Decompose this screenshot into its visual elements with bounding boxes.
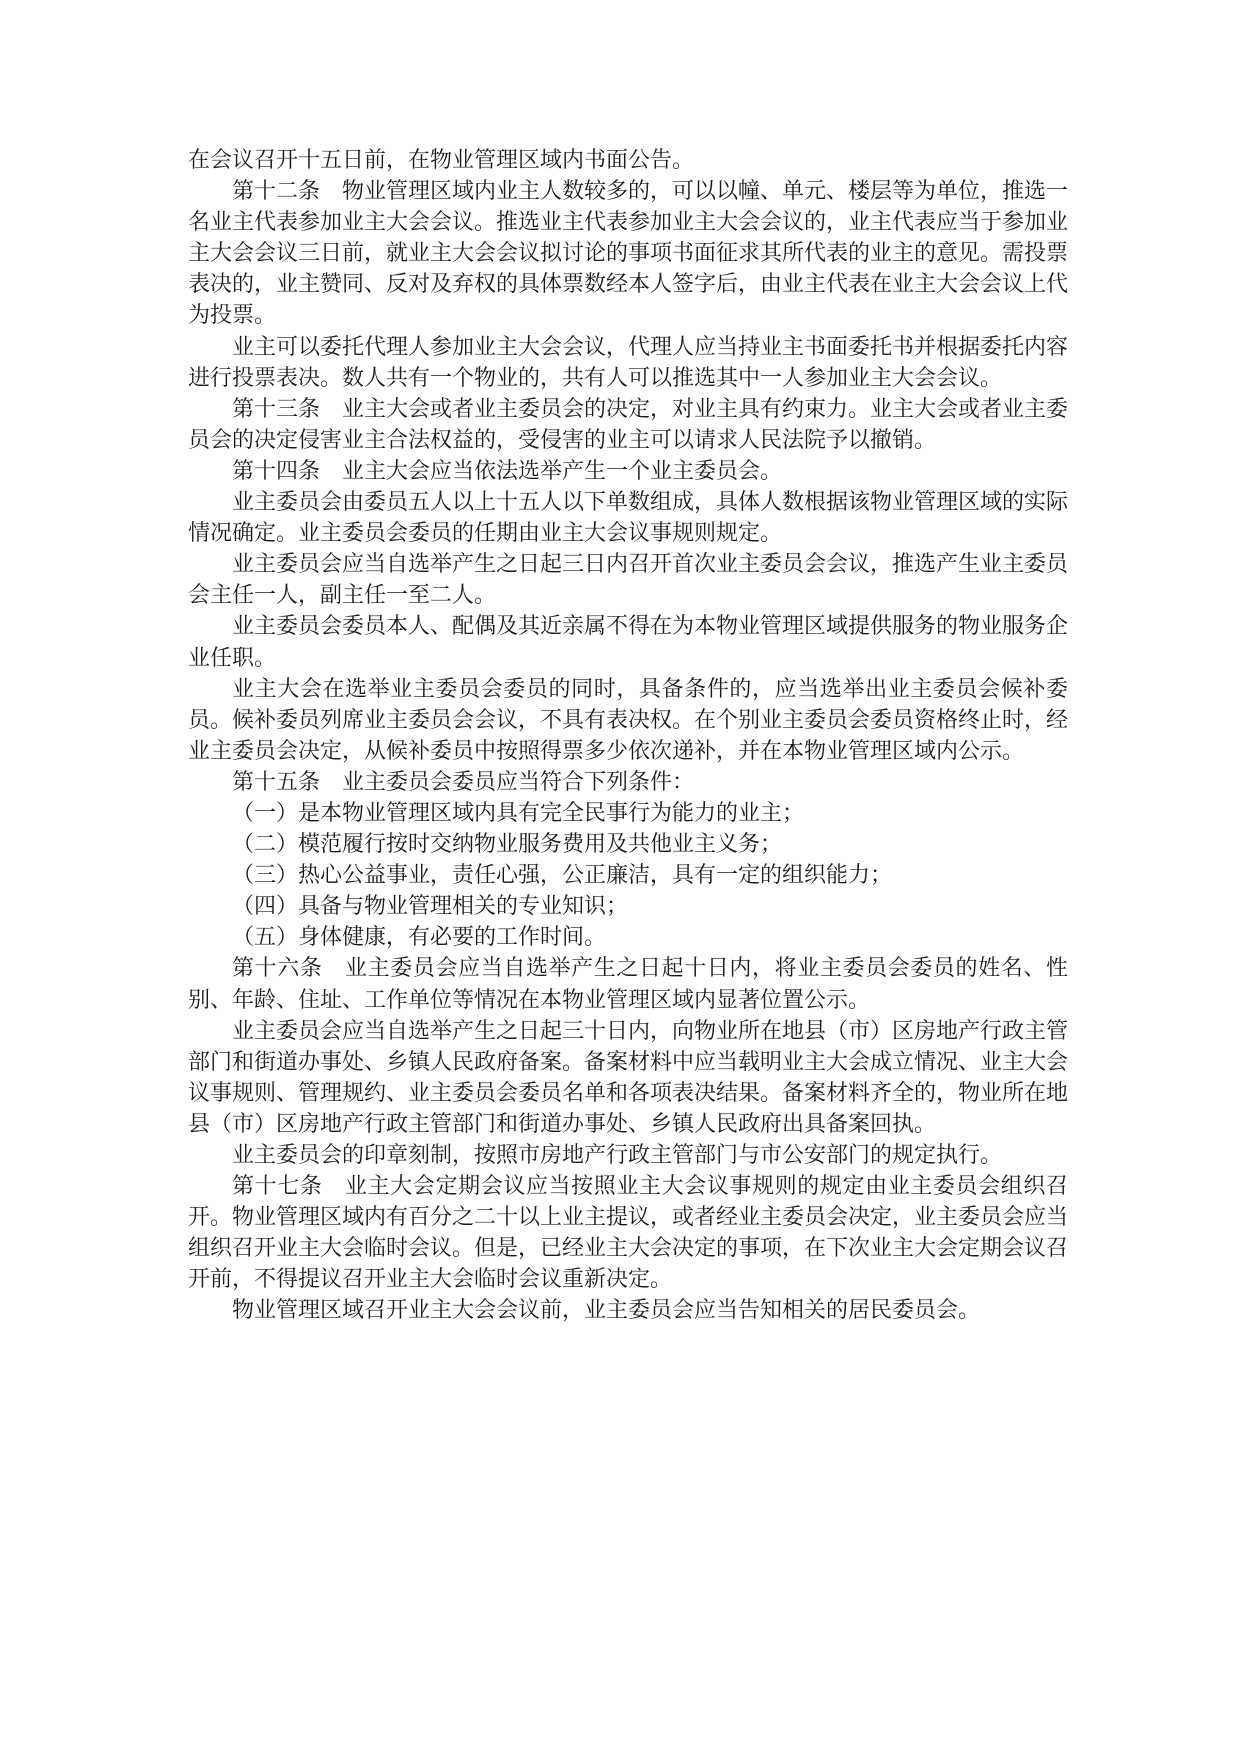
- list-item: （一）是本物业管理区域内具有完全民事行为能力的业主；: [232, 800, 805, 826]
- article-12-paragraph: 第十二条 物业管理区域内业主人数较多的，可以以幢、单元、楼层等为单位，推选一名业主代表参加业主大会会议。推选业主代表参加业主大会会议的，业主代表应当于参加业主大会会议三日前，就业主大会会议拟讨论的事项书面征求其所代表的业主的意见。需投票表决的，业主赞同、反对及弃权的具体票数经本人签字后，由业主代表在业主大会会议上代为投票。: [188, 179, 1069, 329]
- article-13-paragraph: 第十三条 业主大会或者业主委员会的决定，对业主具有约束力。业主大会或者业主委员会的决定侵害业主合法权益的，受侵害的业主可以请求人民法院予以撤销。: [188, 396, 1069, 453]
- list-item: （五）身体健康，有必要的工作时间。: [232, 925, 607, 951]
- document-body: [188, 145, 1068, 1327]
- paragraph: 业主委员会的印章刻制，按照市房地产行政主管部门与市公安部门的规定执行。: [232, 1143, 1003, 1168]
- paragraph: 物业管理区域召开业主大会会议前，业主委员会应当告知相关的居民委员会。: [232, 1298, 981, 1324]
- list-item: （三）热心公益事业，责任心强，公正廉洁，具有一定的组织能力；: [232, 863, 893, 889]
- paragraph: 业主委员会委员本人、配偶及其近亲属不得在为本物业管理区域提供服务的物业服务企业任职。: [188, 614, 1069, 671]
- paragraph: 业主委员会由委员五人以上十五人以下单数组成，具体人数根据该物业管理区域的实际情况确定。业主委员会委员的任期由业主大会议事规则规定。: [188, 490, 1069, 547]
- list-item: （四）具备与物业管理相关的专业知识；: [232, 894, 629, 920]
- paragraph: 业主大会在选举业主委员会委员的同时，具备条件的，应当选举出业主委员会候补委员。候补委员列席业主委员会会议，不具有表决权。在个别业主委员会委员资格终止时，经业主委员会决定，从候补委员中按照得票多少依次递补，并在本物业管理区域内公示。: [188, 676, 1069, 764]
- article-15-paragraph: 第十五条 业主委员会委员应当符合下列条件：: [232, 769, 695, 795]
- paragraph: 业主可以委托代理人参加业主大会会议，代理人应当持业主书面委托书并根据委托内容进行投票表决。数人共有一个物业的，共有人可以推选其中一人参加业主大会会议。: [188, 334, 1069, 391]
- paragraph: 业主委员会应当自选举产生之日起三日内召开首次业主委员会会议，推选产生业主委员会主任一人，副主任一至二人。: [188, 552, 1069, 609]
- paragraph: 在会议召开十五日前，在物业管理区域内书面公告。: [188, 148, 695, 173]
- article-16-paragraph: 第十六条 业主委员会应当自选举产生之日起十日内，将业主委员会委员的姓名、性别、年龄、住址、工作单位等情况在本物业管理区域内显著位置公示。: [188, 956, 1068, 1013]
- article-14-paragraph: 第十四条 业主大会应当依法选举产生一个业主委员会。: [232, 458, 783, 484]
- list-item: （二）模范履行按时交纳物业服务费用及共他业主义务；: [232, 832, 783, 858]
- paragraph: 业主委员会应当自选举产生之日起三十日内，向物业所在地县（市）区房地产行政主管部门和街道办事处、乡镇人民政府备案。备案材料中应当载明业主大会成立情况、业主大会议事规则、管理规约、业主委员会委员名单和各项表决结果。备案材料齐全的，物业所在地县（市）区房地产行政主管部门和街道办事处、乡镇人民政府出具备案回执。: [188, 1018, 1069, 1137]
- article-17-paragraph: 第十七条 业主大会定期会议应当按照业主大会议事规则的规定由业主委员会组织召开。物业管理区域内有百分之二十以上业主提议，或者经业主委员会决定，业主委员会应当组织召开业主大会临时会议。但是，已经业主大会决定的事项，在下次业主大会定期会议召开前，不得提议召开业主大会临时会议重新决定。: [188, 1174, 1069, 1293]
